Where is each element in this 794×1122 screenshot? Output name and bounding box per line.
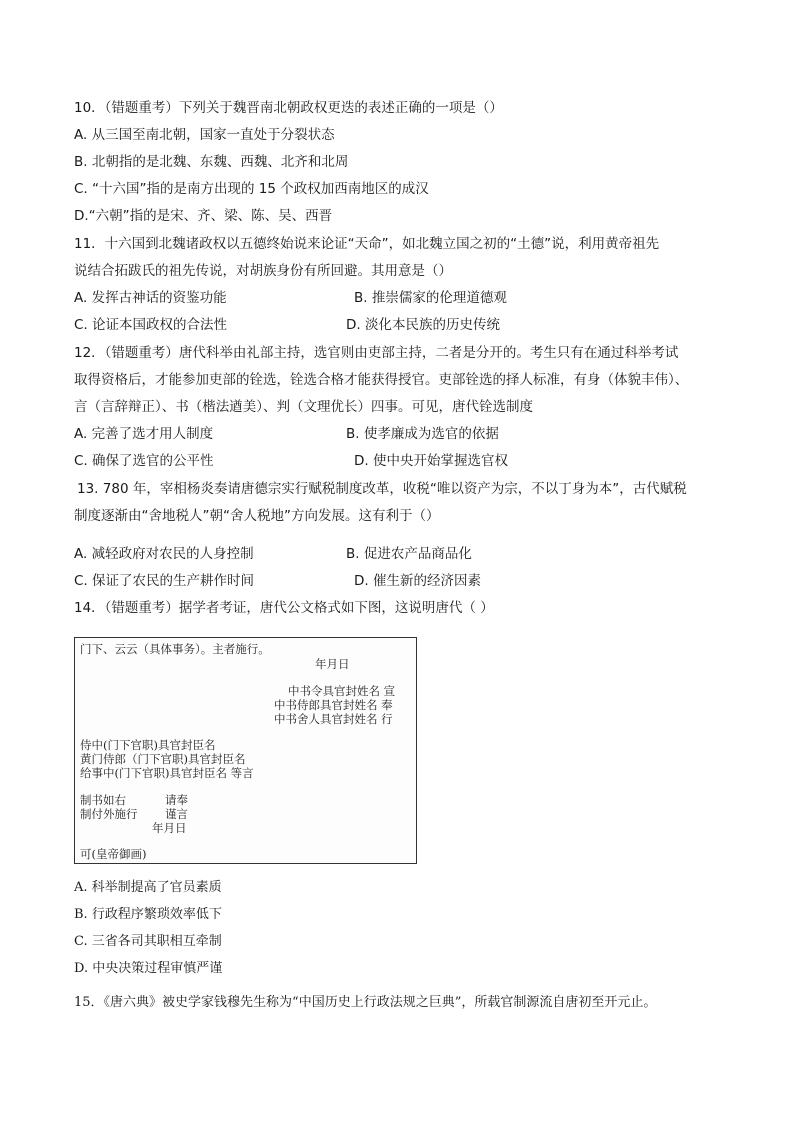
q14-stem: 14．（错题重考）据学者考证，唐代公文格式如下图，这说明唐代（ ） <box>74 600 494 616</box>
figure-line-huangmenshilang: 黄门侍郎（门下官职)具官封臣名 <box>80 752 246 766</box>
figure-line-zhishu: 制书如右 <box>80 793 126 807</box>
q15-stem: 15．《唐六典》被史学家钱穆先生称为“中国历史上行政法规之巨典”，所载官制源流自唐初至开元止。 <box>74 995 657 1010</box>
q14-option-c: C. 三省各司其职相互牵制 <box>74 934 222 949</box>
figure-line-date-2: 年月日 <box>152 821 187 835</box>
q12-stem-line3: 言（言辞辩正）、书（楷法遒美）、判（文理优长）四事。可见，唐代铨选制度 <box>74 399 533 415</box>
figure-line-qingfeng: 请奉 <box>165 793 188 807</box>
q13-option-d: D. 催生新的经济因素 <box>354 573 481 589</box>
q13-option-c: C. 保证了农民的生产耕作时间 <box>74 573 255 589</box>
q10-option-d: D.“六朝”指的是宋、齐、梁、陈、吴、西晋 <box>74 208 333 224</box>
q12-stem-line2: 取得资格后，才能参加吏部的铨选，铨选合格才能获得授官。吏部铨选的择人标准，有身（体貌丰伟）、 <box>74 372 689 388</box>
figure-line-emperor-approval: 可(皇帝御画) <box>80 847 147 861</box>
q14-option-a: A. 科举制提高了官员素质 <box>74 880 222 895</box>
q11-stem-line2: 说结合拓跋氏的祖先传说，对胡族身份有所回避。其用意是（） <box>74 263 452 279</box>
figure-line-jinyan: 谨言 <box>165 807 188 821</box>
q13-stem-line2: 制度逐渐由“舍地税人”朝“舍人税地”方向发展。这有利于（） <box>74 508 440 524</box>
q13-option-b: B. 促进农产品商品化 <box>346 546 472 562</box>
figure-line-zhongshuling: 中书令具官封姓名 宣 <box>288 684 396 698</box>
figure-line-zhongshushilang: 中书侍郎具官封姓名 奉 <box>274 698 393 712</box>
figure-line-opening: 门下、云云（具体事务）。主者施行。 <box>80 642 270 656</box>
q12-option-a: A. 完善了选才用人制度 <box>74 426 214 442</box>
q10-option-a: A. 从三国至南北朝，国家一直处于分裂状态 <box>74 127 335 143</box>
q11-option-d: D. 淡化本民族的历史传统 <box>346 317 500 333</box>
q12-stem-line1: 12．（错题重考）唐代科举由礼部主持，选官则由吏部主持，二者是分开的。考生只有在通过科举考试 <box>74 345 679 361</box>
document-format-figure <box>74 637 417 864</box>
q10-stem: 10．（错题重考）下列关于魏晋南北朝政权更迭的表述正确的一项是（） <box>74 100 503 116</box>
q11-stem-line1: 11．十六国到北魏诸政权以五德终始说来论证“天命”，如北魏立国之初的“土德”说，利用黄帝祖先 <box>74 236 660 252</box>
q11-option-a: A. 发挥古神话的资鉴功能 <box>74 290 227 306</box>
figure-line-zhifu: 制付外施行 <box>80 807 138 821</box>
q13-stem-line1: 13. 780 年，宰相杨炎奏请唐德宗实行赋税制度改革，收税“唯以资产为宗，不以丁身为本”，古代赋税 <box>77 481 687 497</box>
q11-option-b: B. 推崇儒家的伦理道德观 <box>354 290 507 306</box>
q10-option-b: B. 北朝指的是北魏、东魏、西魏、北齐和北周 <box>74 154 349 170</box>
figure-line-zhongshusheren: 中书舍人具官封姓名 行 <box>274 712 393 726</box>
q11-option-c: C. 论证本国政权的合法性 <box>74 317 228 333</box>
q10-option-c: C. “十六国”指的是南方出现的 15 个政权加西南地区的成汉 <box>74 181 429 197</box>
figure-line-jishizhong: 给事中(门下官职)具官封臣名 等言 <box>80 766 254 780</box>
q14-option-b: B. 行政程序繁琐效率低下 <box>74 907 222 922</box>
q13-option-a: A. 减轻政府对农民的人身控制 <box>74 546 254 562</box>
figure-line-shizhong: 侍中(门下官职)具官封臣名 <box>80 738 216 752</box>
q14-option-d: D. 中央决策过程审慎严谨 <box>74 961 223 976</box>
q12-option-c: C. 确保了选官的公平性 <box>74 453 214 469</box>
q12-option-d: D. 使中央开始掌握选官权 <box>354 453 508 469</box>
q12-option-b: B. 使孝廉成为选官的依据 <box>346 426 499 442</box>
figure-line-date: 年月日 <box>315 657 350 671</box>
